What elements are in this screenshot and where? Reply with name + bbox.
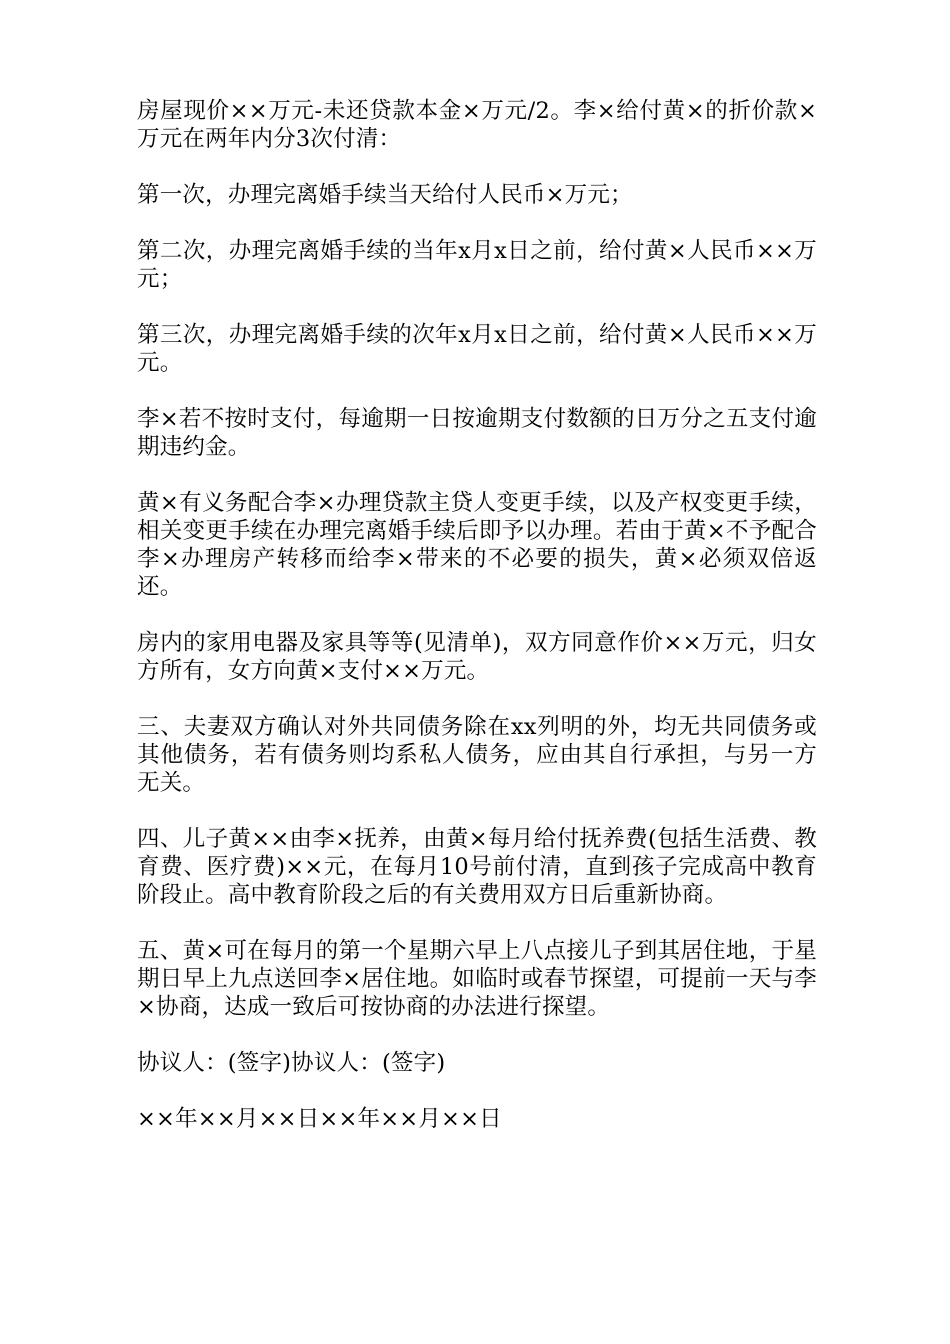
paragraph-loan-transfer: 黄×有义务配合李×办理贷款主贷人变更手续，以及产权变更手续，相关变更手续在办理完离婚手续后即予以办理。若由于黄×不予配合李×办理房产转移而给李×带来的不必要的损失，黄×必须双倍返还。 <box>137 490 817 600</box>
paragraph-third-payment: 第三次，办理完离婚手续的次年x月x日之前，给付黄×人民币××万元。 <box>137 322 817 376</box>
paragraph-second-payment: 第二次，办理完离婚手续的当年x月x日之前，给付黄×人民币××万元； <box>137 238 817 292</box>
paragraph-debts: 三、夫妻双方确认对外共同债务除在xx列明的外，均无共同债务或其他债务，若有债务则均系私人债务，应由其自行承担，与另一方无关。 <box>137 714 817 796</box>
paragraph-appliances: 房内的家用电器及家具等等(见清单)，双方同意作价××万元，归女方所有，女方向黄×支付××万元。 <box>137 630 817 684</box>
paragraph-visitation: 五、黄×可在每月的第一个星期六早上八点接儿子到其居住地，于星期日早上九点送回李×居住地。如临时或春节探望，可提前一天与李×协商，达成一致后可按协商的办法进行探望。 <box>137 938 817 1020</box>
paragraph-late-penalty: 李×若不按时支付，每逾期一日按逾期支付数额的日万分之五支付逾期违约金。 <box>137 406 817 460</box>
paragraph-child-support: 四、儿子黄××由李×抚养，由黄×每月给付抚养费(包括生活费、教育费、医疗费)××元，在每月10号前付清，直到孩子完成高中教育阶段止。高中教育阶段之后的有关费用双方日后重新协商。 <box>137 826 817 908</box>
date-line: ××年××月××日××年××月××日 <box>137 1106 502 1132</box>
signature-line: 协议人：(签字)协议人：(签字) <box>137 1050 446 1076</box>
paragraph-price-split: 房屋现价××万元-未还贷款本金×万元/2。李×给付黄×的折价款×万元在两年内分3次付清： <box>137 98 817 152</box>
paragraph-first-payment: 第一次，办理完离婚手续当天给付人民币×万元； <box>137 182 633 208</box>
document-page <box>137 97 817 1161</box>
